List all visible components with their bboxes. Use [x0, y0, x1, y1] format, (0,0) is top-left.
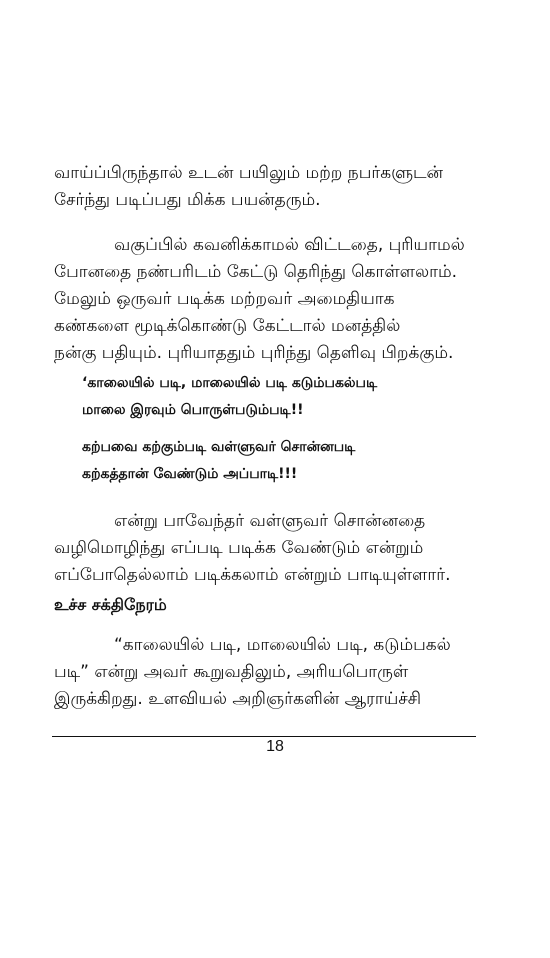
paragraph-line: படி” என்று அவர் கூறுவதிலும், அரியபொருள் [54, 662, 409, 682]
footer-divider [52, 736, 476, 737]
verse-line: கற்பவை கற்கும்படி வள்ளுவர் சொன்னபடி [82, 439, 356, 455]
paragraph-line: எப்போதெல்லாம் படிக்கலாம் என்றும் பாடியுள்ளார். [54, 565, 451, 585]
paragraph-line: இருக்கிறது. உளவியல் அறிஞர்களின் ஆராய்ச்சி [54, 689, 422, 709]
section-heading: உச்ச சக்திநேரம் [54, 595, 167, 614]
paragraph-line: கண்களை மூடிக்கொண்டு கேட்டால் மனத்தில் [54, 316, 401, 336]
verse-line: ‘காலையில் படி, மாலையில் படி கடும்பகல்படி [82, 375, 378, 391]
page-number: 18 [266, 738, 284, 755]
verse-quote-2 [82, 434, 472, 488]
paragraph-3 [54, 508, 476, 589]
paragraph-1 [54, 160, 476, 214]
paragraph-line: “காலையில் படி, மாலையில் படி, கடும்பகல் [114, 635, 451, 655]
verse-line: மாலை இரவும் பொருள்படும்படி!! [82, 402, 304, 418]
paragraph-2 [54, 232, 476, 367]
paragraph-line: என்று பாவேந்தர் வள்ளுவர் சொன்னதை [114, 511, 426, 531]
paragraph-line: போனதை நண்பரிடம் கேட்டு தெரிந்து கொள்ளலாம். [54, 262, 458, 282]
paragraph-line: வழிமொழிந்து எப்படி படிக்க வேண்டும் என்றும் [54, 538, 424, 558]
paragraph-line: சேர்ந்து படிப்பது மிக்க பயன்தரும். [54, 190, 321, 210]
verse-quote-1 [82, 370, 472, 424]
paragraph-line: நன்கு பதியும். புரியாததும் புரிந்து தெளிவு பிறக்கும். [54, 343, 454, 363]
paragraph-line: மேலும் ஒருவர் படிக்க மற்றவர் அமைதியாக [54, 289, 395, 309]
paragraph-line: வகுப்பில் கவனிக்காமல் விட்டதை, புரியாமல் [114, 235, 465, 255]
paragraph-line: வாய்ப்பிருந்தால் உடன் பயிலும் மற்ற நபர்களுடன் [54, 163, 444, 183]
verse-line: கற்கத்தான் வேண்டும் அப்பாடி!!! [82, 466, 298, 482]
paragraph-4 [54, 632, 476, 713]
